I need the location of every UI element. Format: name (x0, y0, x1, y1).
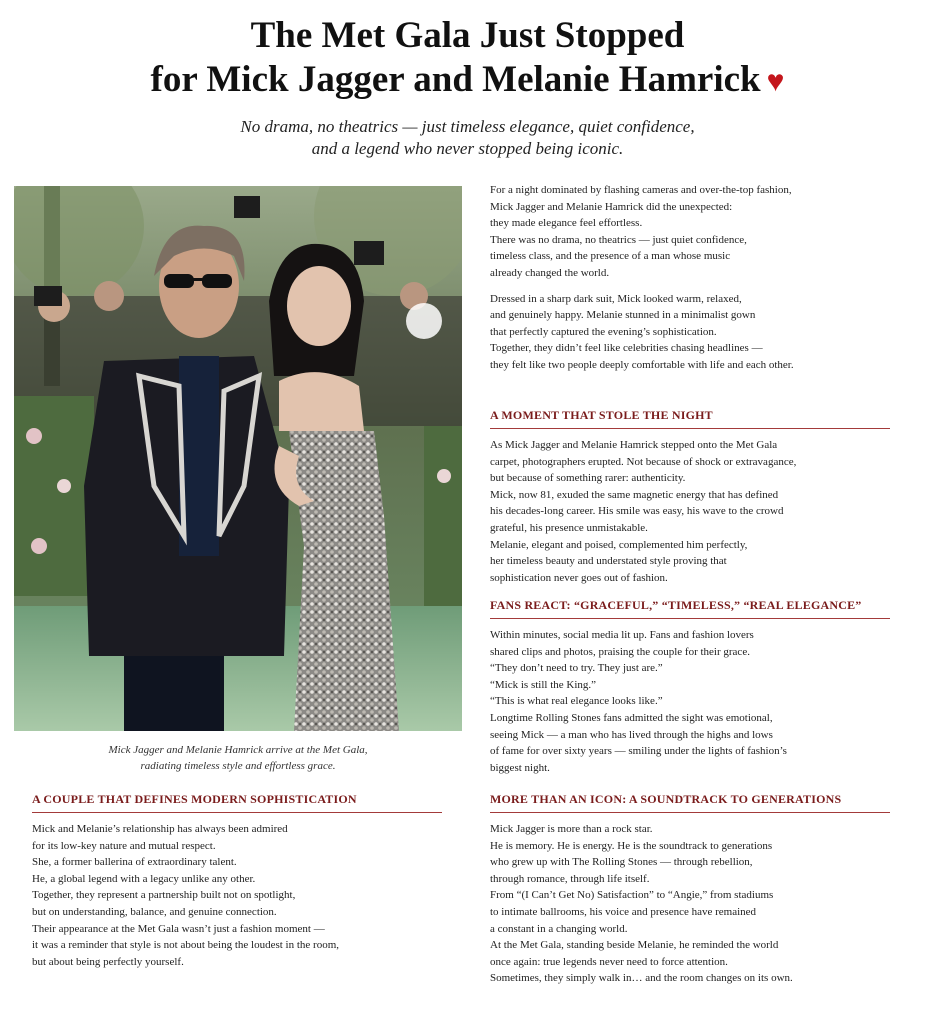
text-line: it was a reminder that style is not about being the loudest in the room, (32, 939, 340, 952)
couple-photo (14, 186, 462, 731)
couple-section (32, 792, 442, 970)
caption-line-2: radiating timeless style and effortless grace. (140, 760, 336, 772)
couple-paragraph (32, 821, 442, 970)
text-line: they made elegance feel effortless. (490, 217, 643, 230)
fans-paragraph (490, 627, 890, 776)
moment-paragraph (490, 437, 890, 586)
text-line: Sometimes, they simply walk in… and the room changes on its own. (490, 972, 793, 985)
moment-heading: A MOMENT THAT STOLE THE NIGHT (490, 408, 890, 429)
text-line: carpet, photographers erupted. Not because of shock or extravagance, (490, 455, 797, 468)
text-line: for its low-key nature and mutual respect. (32, 839, 216, 852)
subtitle-line-1: No drama, no theatrics — just timeless elegance, quiet confidence, (240, 117, 695, 136)
text-line: Together, they represent a partnership built not on spotlight, (32, 889, 296, 902)
text-line: grateful, his presence unmistakable. (490, 521, 648, 534)
heart-icon: ♥ (766, 65, 785, 98)
text-line: Longtime Rolling Stones fans admitted the sight was emotional, (490, 711, 773, 724)
icon-heading: MORE THAN AN ICON: A SOUNDTRACK TO GENERATIONS (490, 792, 890, 813)
fans-heading: FANS REACT: “GRACEFUL,” “TIMELESS,” “REAL ELEGANCE” (490, 598, 890, 619)
text-line: Mick, now 81, exuded the same magnetic energy that has defined (490, 488, 779, 501)
text-line: sophistication never goes out of fashion. (490, 571, 668, 584)
text-line: a constant in a changing world. (490, 922, 628, 935)
text-line: shared clips and photos, praising the couple for their grace. (490, 645, 750, 658)
text-line: As Mick Jagger and Melanie Hamrick stepped onto the Met Gala (490, 439, 778, 451)
article-subtitle (0, 116, 935, 160)
text-line: seeing Mick — a man who has lived through the highs and lows (490, 728, 773, 741)
text-line: biggest night. (490, 761, 550, 774)
text-line: they felt like two people deeply comfortable with life and each other. (490, 358, 794, 371)
text-line: Mick and Melanie’s relationship has always been admired (32, 823, 288, 835)
text-line: through romance, through life itself. (490, 872, 650, 885)
text-line: She, a former ballerina of extraordinary talent. (32, 856, 237, 869)
text-line: Melanie, elegant and poised, complemented him perfectly, (490, 538, 748, 551)
subtitle-line-2: and a legend who never stopped being iconic. (311, 139, 624, 158)
text-line: “This is what real elegance looks like.” (490, 695, 663, 708)
text-line: her timeless beauty and understated style proving that (490, 555, 727, 568)
moment-section (490, 408, 890, 586)
text-line: already changed the world. (490, 266, 610, 279)
text-line: Their appearance at the Met Gala wasn’t just a fashion moment — (32, 922, 325, 935)
text-line: his decades-long career. His smile was easy, his wave to the crowd (490, 505, 784, 518)
text-line: who grew up with The Rolling Stones — through rebellion, (490, 856, 753, 869)
fans-section (490, 598, 890, 776)
text-line: For a night dominated by flashing cameras and over-the-top fashion, (490, 184, 792, 196)
couple-heading: A COUPLE THAT DEFINES MODERN SOPHISTICATION (32, 792, 442, 813)
text-line: Within minutes, social media lit up. Fans and fashion lovers (490, 629, 754, 641)
text-line: “Mick is still the King.” (490, 678, 597, 691)
text-line: but because of something rarer: authenticity. (490, 472, 686, 485)
photo-caption (14, 742, 462, 774)
icon-paragraph (490, 821, 890, 987)
text-line: Mick Jagger is more than a rock star. (490, 823, 653, 835)
article-title (0, 14, 935, 104)
text-line: He is memory. He is energy. He is the soundtrack to generations (490, 839, 773, 852)
title-line-2-text: for Mick Jagger and Melanie Hamrick (150, 59, 761, 100)
text-line: Mick Jagger and Melanie Hamrick did the unexpected: (490, 200, 733, 213)
icon-section (490, 792, 890, 987)
text-line: “They don’t need to try. They just are.” (490, 662, 663, 675)
text-line: There was no drama, no theatrics — just quiet confidence, (490, 233, 747, 246)
text-line: once again: true legends never need to force attention. (490, 955, 728, 968)
intro-paragraph-2 (490, 291, 890, 374)
intro-section (490, 182, 890, 374)
text-line: timeless class, and the presence of a man whose music (490, 250, 731, 263)
text-line: but about being perfectly yourself. (32, 955, 184, 968)
caption-line-1: Mick Jagger and Melanie Hamrick arrive at the Met Gala, (108, 744, 368, 756)
title-line-1: The Met Gala Just Stopped (250, 15, 685, 56)
text-line: to intimate ballrooms, his voice and presence have remained (490, 905, 757, 918)
intro-paragraph-1 (490, 182, 890, 282)
text-line: Together, they didn’t feel like celebrities chasing headlines — (490, 342, 763, 355)
text-line: At the Met Gala, standing beside Melanie, he reminded the world (490, 939, 779, 952)
text-line: Dressed in a sharp dark suit, Mick looked warm, relaxed, (490, 292, 742, 305)
text-line: He, a global legend with a legacy unlike any other. (32, 872, 256, 885)
text-line: of fame for over sixty years — smiling under the lights of fashion’s (490, 745, 787, 758)
title-line-2 (0, 58, 935, 104)
text-line: that perfectly captured the evening’s sophistication. (490, 325, 717, 338)
text-line: but on understanding, balance, and genuine connection. (32, 905, 277, 918)
text-line: From “(I Can’t Get No) Satisfaction” to “Angie,” from stadiums (490, 889, 774, 902)
text-line: and genuinely happy. Melanie stunned in a minimalist gown (490, 309, 756, 322)
